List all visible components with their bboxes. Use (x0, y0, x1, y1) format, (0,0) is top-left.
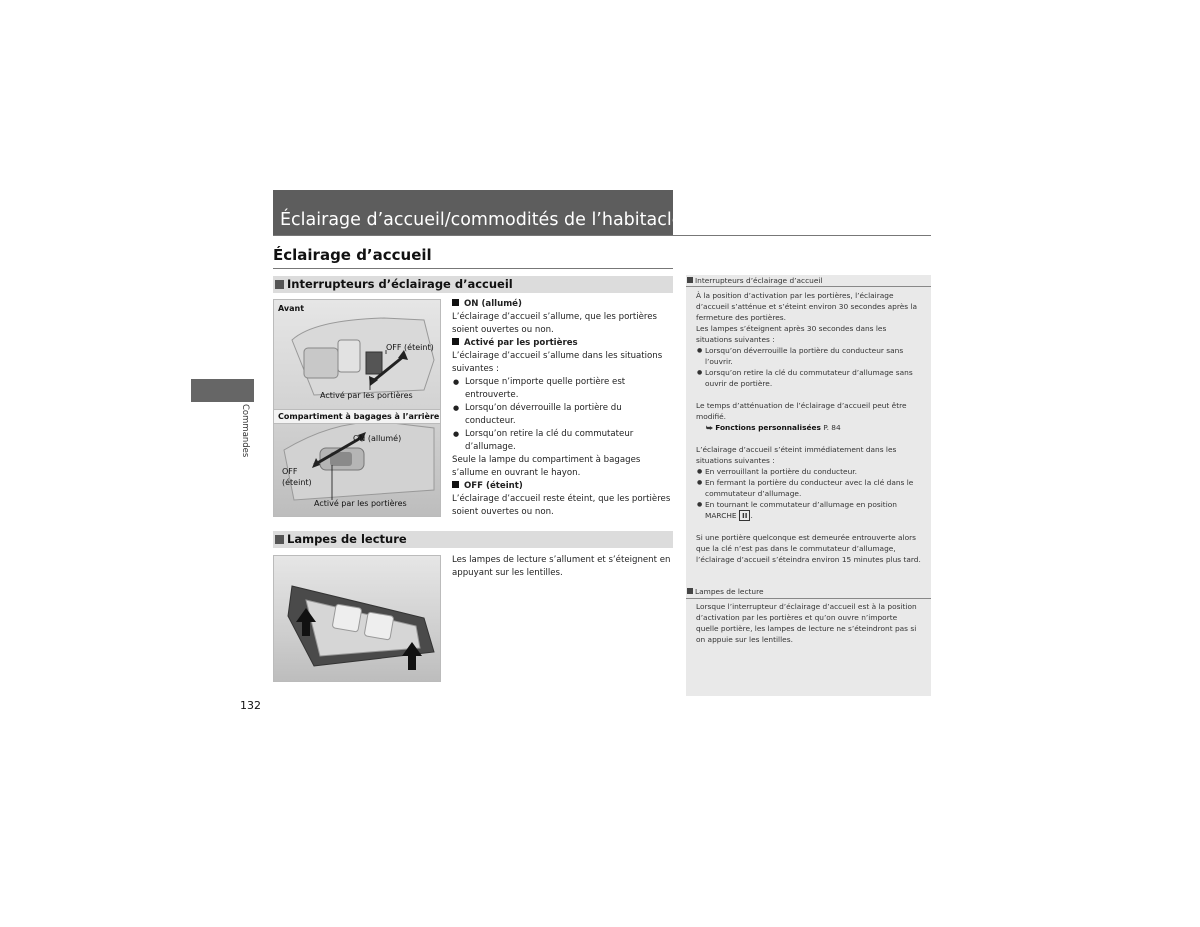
off-text: L’éclairage d’accueil reste éteint, que les portières soient ouvertes ou non. (452, 494, 671, 517)
list-item: ● Lorsqu’on déverrouille la portière du conducteur. (452, 402, 674, 428)
notes-panel (686, 275, 931, 696)
page-title: Éclairage d’accueil/commodités de l’habitacle (280, 210, 683, 230)
doors-heading-text: Activé par les portières (464, 338, 578, 348)
xref-arrow-icon: ⮩ (706, 423, 713, 432)
reading-lamps-description: Les lampes de lecture s’allument et s’éteignent en appuyant sur les lentilles. (452, 555, 671, 578)
note-icon (687, 588, 693, 594)
xref-page[interactable]: P. 84 (823, 423, 841, 432)
doors-heading (452, 337, 674, 350)
list-item: ● En verrouillant la portière du conducteur. (696, 466, 922, 477)
trunk-text: Seule la lampe du compartiment à bagages s’allume en ouvrant le hayon. (452, 455, 641, 478)
note-paragraph: L’éclairage d’accueil s’éteint immédiatement dans les situations suivantes : (696, 445, 897, 465)
list-item-continuation: MARCHE II . (705, 511, 753, 520)
note-heading-text: Interrupteurs d’éclairage d’accueil (695, 276, 823, 285)
xref-label[interactable]: Fonctions personnalisées (715, 423, 821, 432)
switches-description (452, 298, 674, 519)
reading-lamp-drawing (274, 556, 440, 681)
list-item: ● Lorsqu’on déverrouille la portière du conducteur sans l’ouvrir. (696, 345, 922, 367)
note-paragraph: Si une portière quelconque est demeurée entrouverte alors que la clé n’est pas dans le commutateur d’allumage, l’éclairage d’accueil s’éteindra environ 15 minutes plus tard. (696, 533, 921, 564)
spacer (696, 521, 922, 532)
on-heading-text: ON (allumé) (464, 299, 522, 309)
section-square-icon (275, 535, 284, 544)
ignition-key-badge: II (739, 510, 751, 521)
section-title: Éclairage d’accueil (273, 246, 432, 264)
illus-label-off: OFF (éteint) (386, 343, 434, 352)
note-paragraph: Le temps d’atténuation de l’éclairage d’accueil peut être modifié. (696, 401, 907, 421)
subsection-title: Interrupteurs d’éclairage d’accueil (287, 277, 513, 291)
square-bullet-icon (452, 299, 459, 306)
subsection-header-switches (273, 276, 673, 293)
doors-text: L’éclairage d’accueil s’allume dans les situations suivantes : (452, 351, 663, 374)
header-rule (273, 235, 931, 236)
illus-label-doors-2: Activé par les portières (314, 499, 407, 508)
section-square-icon (275, 280, 284, 289)
section-rule (273, 268, 673, 269)
note-body-reading-lamps (696, 601, 922, 645)
illus-label-doors: Activé par les portières (320, 391, 413, 400)
subsection-title: Lampes de lecture (287, 532, 407, 546)
on-heading (452, 298, 674, 311)
square-bullet-icon (452, 481, 459, 488)
side-tab (191, 379, 254, 402)
note-heading-text: Lampes de lecture (695, 587, 764, 596)
off-heading (452, 480, 674, 493)
illus-label-front: Avant (278, 304, 305, 313)
illus-label-trunk: Compartiment à bagages à l’arrière (278, 412, 440, 421)
note-paragraph: Lorsque l’interrupteur d’éclairage d’accueil est à la position d’activation par les portières et qu’on ouvre n’importe quelle portière, les lampes de lecture ne s’éteindront pas si on appuie sur les lentilles. (696, 602, 917, 644)
illus-label-on: ON (allumé) (353, 434, 402, 443)
note-icon (687, 277, 693, 283)
illus-label-off-2: OFF (éteint) (282, 467, 312, 487)
on-text: L’éclairage d’accueil s’allume, que les portières soient ouvertes ou non. (452, 312, 658, 335)
illustration-reading-lamps (273, 555, 441, 682)
note-paragraph: À la position d’activation par les portières, l’éclairage d’accueil s’atténue et s’éteint environ 30 secondes après la fermeture des portières. (696, 291, 918, 322)
list-item: ● Lorsqu’on retire la clé du commutateur d’allumage sans ouvrir de portière. (696, 367, 922, 389)
spacer (696, 433, 922, 444)
list-item: ● Lorsqu’on retire la clé du commutateur d’allumage. (452, 428, 674, 454)
cross-reference[interactable] (696, 422, 922, 433)
note-heading-switches (687, 276, 822, 285)
illustration-map-light-switches (273, 299, 441, 517)
note-rule (686, 286, 931, 287)
list-item: ● En tournant le commutateur d’allumage en position (696, 499, 922, 510)
position-label: MARCHE (705, 511, 737, 520)
subsection-header-reading-lamps (273, 531, 673, 548)
list-item: ● Lorsque n’importe quelle portière est entrouverte. (452, 376, 674, 402)
list-item: ● En fermant la portière du conducteur avec la clé dans le commutateur d’allumage. (696, 477, 922, 499)
off-heading-text: OFF (éteint) (464, 481, 523, 491)
square-bullet-icon (452, 338, 459, 345)
side-tab-label: Commandes (240, 404, 250, 458)
page-header-bar (273, 190, 683, 236)
note-heading-reading-lamps (687, 587, 764, 596)
page-number: 132 (240, 699, 261, 712)
note-rule (686, 598, 931, 599)
note-paragraph: Les lampes s’éteignent après 30 secondes dans les situations suivantes : (696, 324, 887, 344)
note-body-switches (696, 290, 922, 565)
spacer (696, 389, 922, 400)
